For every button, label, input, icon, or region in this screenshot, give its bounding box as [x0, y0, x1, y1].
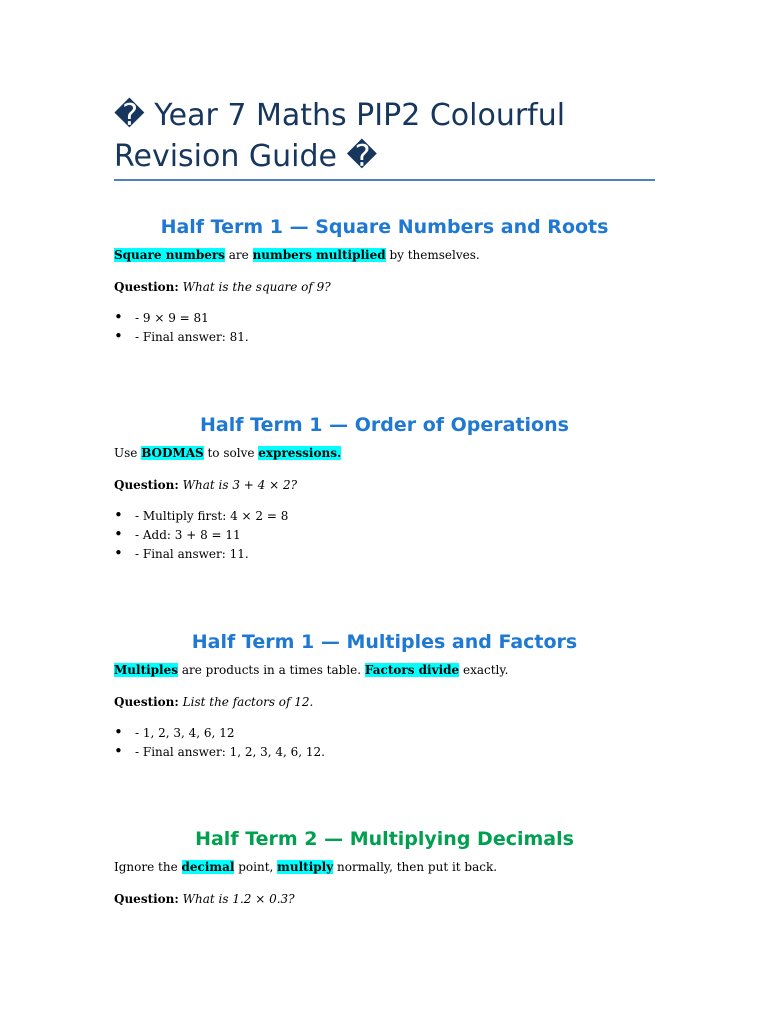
intro-text: Ignore the: [114, 860, 182, 874]
section-multiples-factors: [114, 629, 655, 762]
highlighted-term: Factors divide: [364, 663, 460, 677]
highlighted-term: Square numbers: [114, 248, 225, 262]
highlighted-term: multiply: [277, 860, 334, 874]
section-intro: [114, 662, 655, 678]
page-title: � Year 7 Maths PIP2 Colourful Revision Guide �: [114, 98, 566, 174]
question-line: [114, 279, 655, 295]
answer-list: [114, 309, 655, 347]
answer-bullet: • - Multiply first: 4 × 2 = 8: [114, 507, 655, 526]
intro-text: by themselves.: [385, 248, 480, 262]
answer-bullet: • - Final answer: 11.: [114, 545, 655, 564]
title-divider: [114, 179, 655, 181]
highlighted-term: decimal: [181, 860, 235, 874]
answer-list: [114, 507, 655, 564]
question-label: Question:: [114, 280, 179, 294]
section-multiplying-decimals: [114, 826, 655, 921]
question-label: Question:: [114, 478, 179, 492]
question-text: What is 1.2 × 0.3?: [182, 892, 295, 906]
section-heading: Half Term 1 — Square Numbers and Roots: [160, 216, 609, 238]
question-line: [114, 694, 655, 710]
answer-list: [114, 724, 655, 762]
section-order-of-operations: [114, 412, 655, 564]
question-label: Question:: [114, 695, 179, 709]
question-label: Question:: [114, 892, 179, 906]
section-square-numbers: [114, 214, 655, 347]
highlighted-term: Multiples: [114, 663, 179, 677]
answer-bullet: • - 9 × 9 = 81: [114, 309, 655, 328]
section-intro: [114, 247, 655, 263]
highlighted-term: BODMAS: [141, 446, 204, 460]
answer-bullet: • - 1, 2, 3, 4, 6, 12: [114, 724, 655, 743]
section-heading: Half Term 1 — Multiples and Factors: [191, 631, 578, 653]
section-intro: [114, 859, 655, 875]
intro-text: are: [224, 248, 253, 262]
intro-text: to solve: [203, 446, 259, 460]
question-text: What is the square of 9?: [182, 280, 331, 294]
question-line: [114, 477, 655, 493]
section-heading: Half Term 2 — Multiplying Decimals: [195, 828, 574, 850]
question-text: What is 3 + 4 × 2?: [182, 478, 298, 492]
question-line: [114, 891, 655, 907]
question-text: List the factors of 12.: [182, 695, 314, 709]
answer-bullet: • - Final answer: 1, 2, 3, 4, 6, 12.: [114, 743, 655, 762]
intro-text: exactly.: [459, 663, 509, 677]
intro-text: are products in a times table.: [178, 663, 365, 677]
intro-text: Use: [114, 446, 142, 460]
intro-text: point,: [234, 860, 278, 874]
section-intro: [114, 445, 655, 461]
highlighted-term: expressions.: [258, 446, 342, 460]
intro-text: normally, then put it back.: [333, 860, 498, 874]
section-heading: Half Term 1 — Order of Operations: [200, 414, 569, 436]
answer-bullet: • - Add: 3 + 8 = 11: [114, 526, 655, 545]
answer-bullet: • - Final answer: 81.: [114, 328, 655, 347]
highlighted-term: numbers multiplied: [252, 248, 386, 262]
